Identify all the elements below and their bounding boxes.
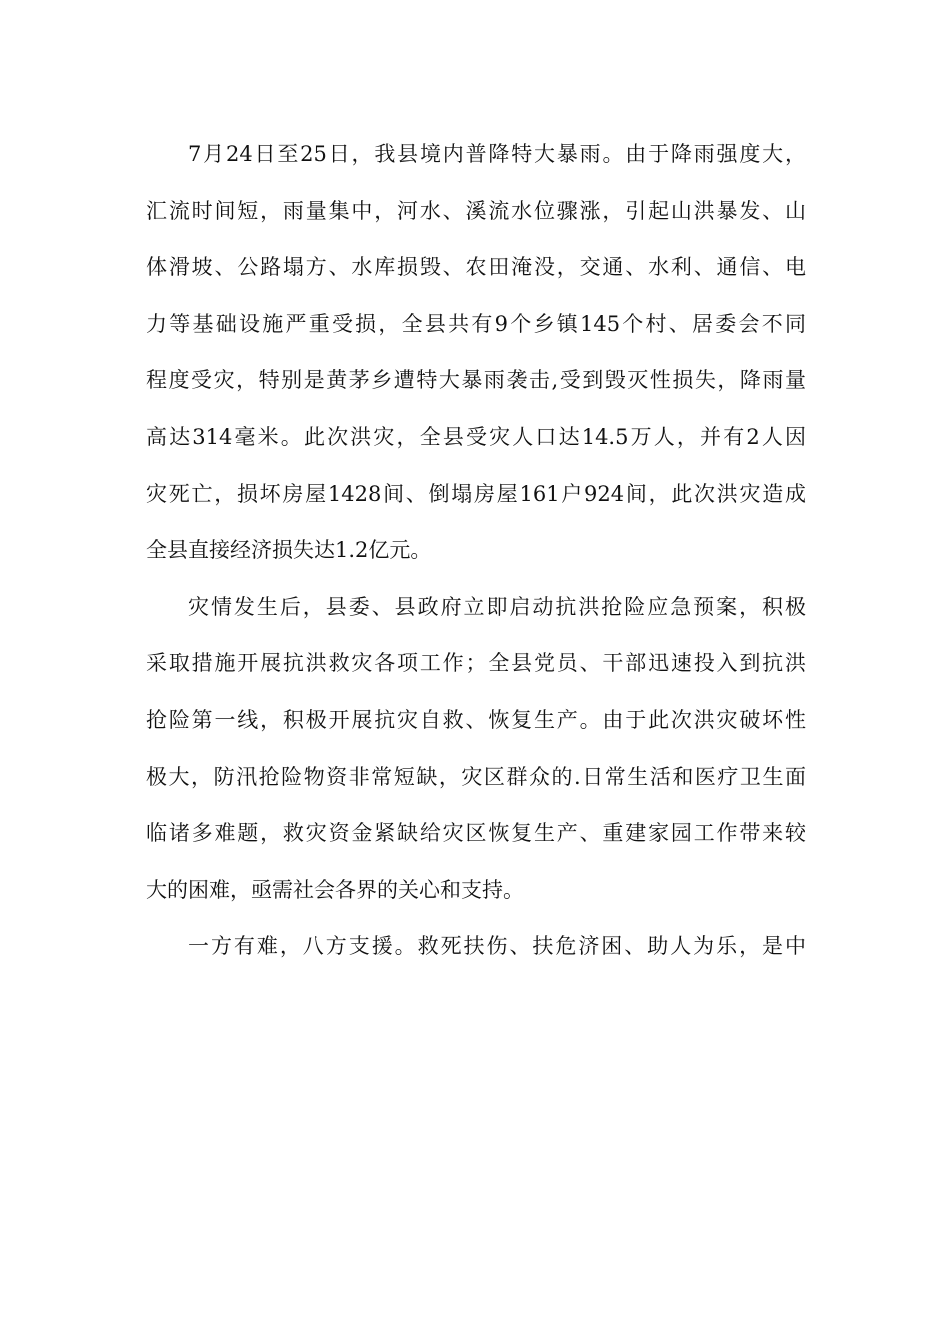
text-line: 采取措施开展抗洪救灾各项工作；全县党员、干部迅速投入到抗洪 <box>146 651 806 676</box>
document-body <box>146 126 806 975</box>
text-line: 极大，防汛抢险物资非常短缺，灾区群众的.日常生活和医疗卫生面 <box>146 764 806 789</box>
paragraph-flood-situation <box>146 126 806 579</box>
text-line: 临诸多难题，救灾资金紧缺给灾区恢复生产、重建家园工作带来较 <box>146 821 806 846</box>
text-line: 全县直接经济损失达1.2亿元。 <box>146 538 432 563</box>
text-line: 灾情发生后，县委、县政府立即启动抗洪抢险应急预案，积极 <box>188 594 806 619</box>
text-line: 大的困难，亟需社会各界的关心和支持。 <box>146 877 524 902</box>
text-line: 高达314毫米。此次洪灾，全县受灾人口达14.5万人，并有2人因 <box>146 424 806 449</box>
paragraph-relief-response <box>146 579 806 919</box>
text-line: 程度受灾，特别是黄茅乡遭特大暴雨袭击,受到毁灭性损失，降雨量 <box>146 368 806 393</box>
text-line: 一方有难，八方支援。救死扶伤、扶危济困、助人为乐，是中 <box>188 934 806 959</box>
text-line: 汇流时间短，雨量集中，河水、溪流水位骤涨，引起山洪暴发、山 <box>146 198 806 223</box>
text-line: 力等基础设施严重受损，全县共有9个乡镇145个村、居委会不同 <box>146 311 806 336</box>
text-line: 7月24日至25日，我县境内普降特大暴雨。由于降雨强度大， <box>188 142 806 166</box>
text-line: 灾死亡，损坏房屋1428间、倒塌房屋161户924间，此次洪灾造成 <box>146 481 806 506</box>
paragraph-appeal <box>146 918 806 975</box>
text-line: 抢险第一线，积极开展抗灾自救、恢复生产。由于此次洪灾破坏性 <box>146 707 806 732</box>
text-line: 体滑坡、公路塌方、水库损毁、农田淹没，交通、水利、通信、电 <box>146 255 806 280</box>
